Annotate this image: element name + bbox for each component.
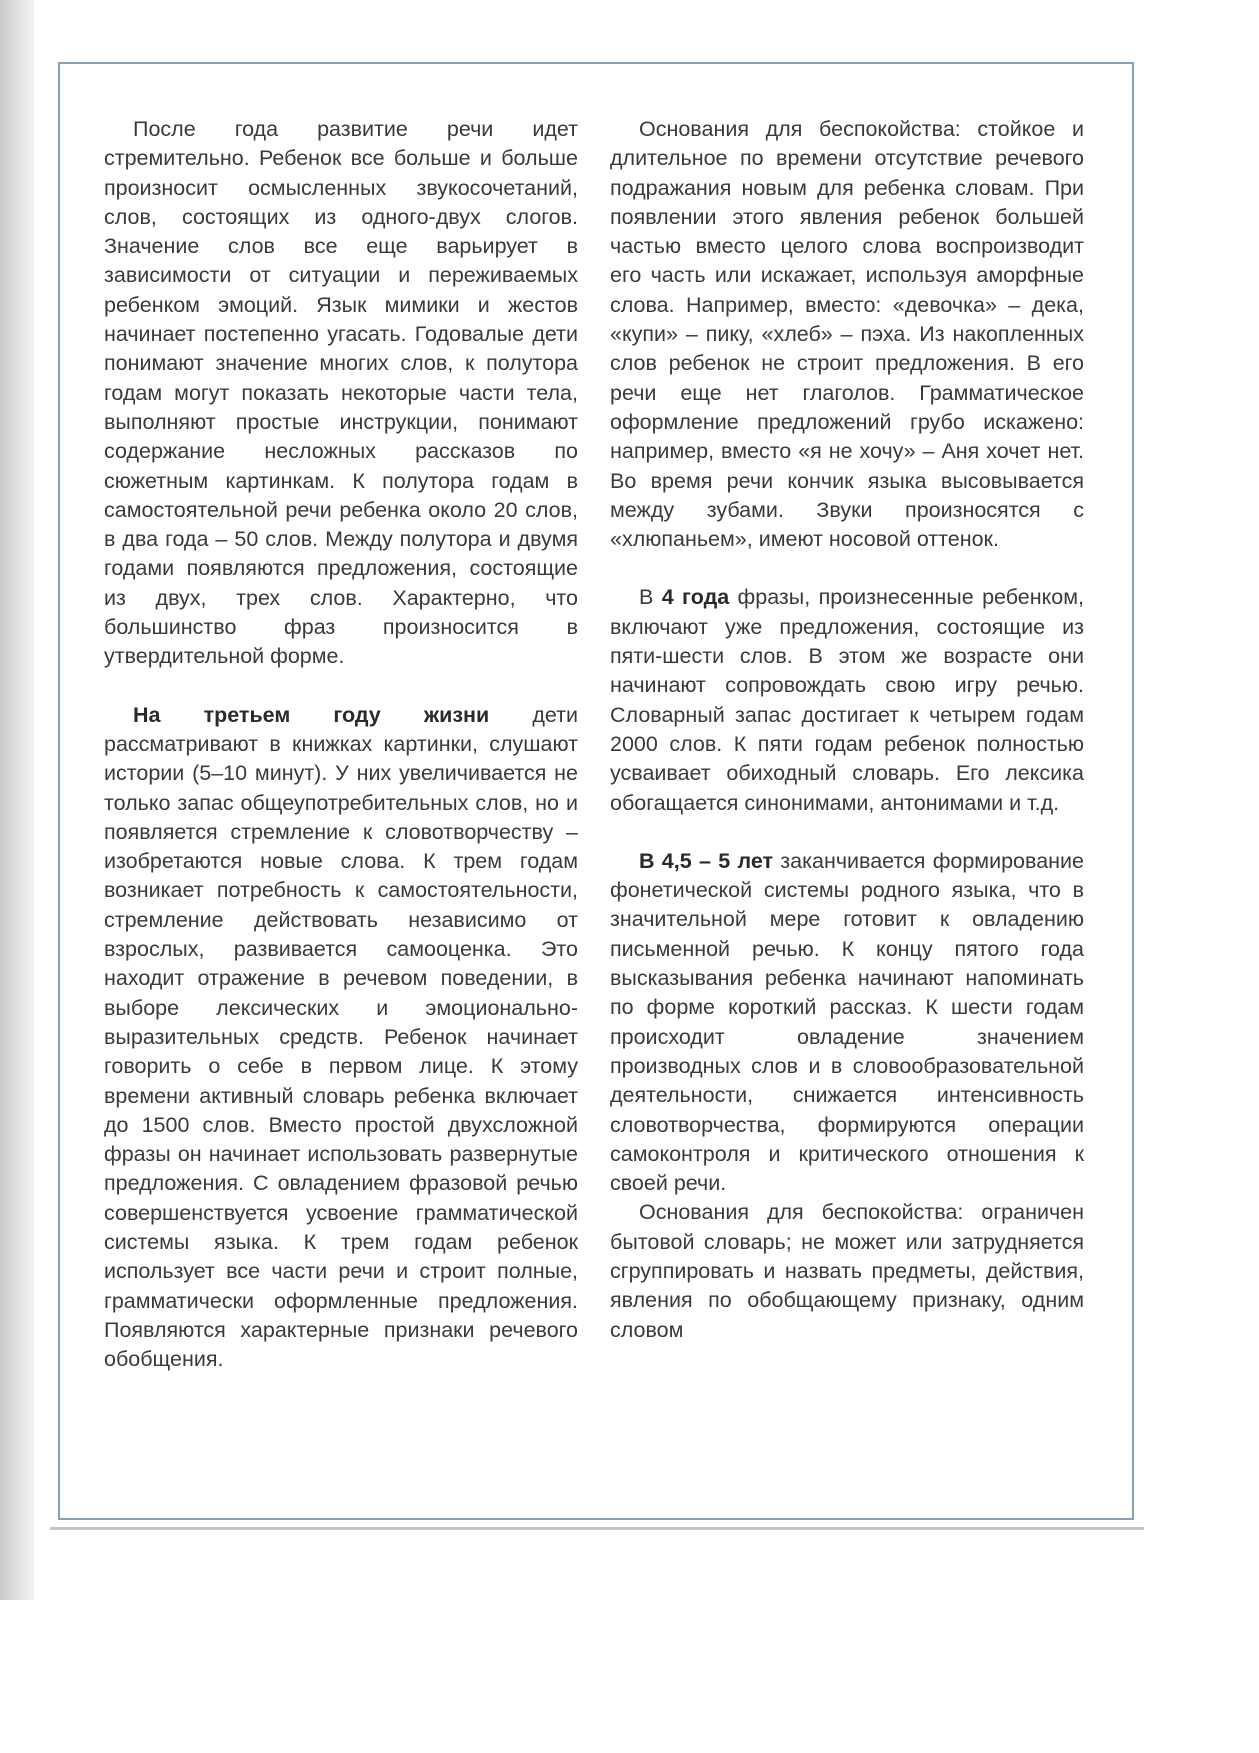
four-years-heading: 4 года	[661, 585, 730, 610]
paragraph-four-years	[610, 583, 1084, 817]
paragraph-concerns-later: Основания для беспокойства: ограничен бытовой словарь; не может или затрудняется сгруппировать и назвать предметы, действия, явления по обобщающему признаку, одним словом	[610, 1200, 1084, 1342]
paragraph-third-year	[104, 701, 578, 1375]
paragraph-after-one-year: После года развитие речи идет стремительно. Ребенок все больше и больше произносит осмысленных звукосочетаний, слов, состоящих из одного-двух слогов. Значение слов все еще варьирует в зависимости от ситуации и переживаемых ребенком эмоций. Язык мимики и жестов начинает постепенно угасать. Годовалые дети понимают значение многих слов, к полутора годам могут показать некоторые части тела, выполняют простые инструкции, понимают содержание несложных рассказов по сюжетным картинкам. К полутора годам в самостоятельной речи ребенка около 20 слов, в два года – 50 слов. Между полутора и двумя годами появляются предложения, состоящие из двух, трех слов. Характерно, что большинство фраз произносится в утвердительной форме.	[104, 117, 578, 669]
paragraph-four-five-years	[610, 847, 1084, 1199]
four-five-years-text: заканчивается формирование фонетической системы родного языка, что в значительной мере готовит к овладению письменной речью. К концу пятого года высказывания ребенка начинают напоминать по форме короткий рассказ. К шести годам происходит овладение значением производных слов и в словообразовательной деятельности, снижается интенсивность словотворчества, формируются операции самоконтроля и критического отношения к своей речи.	[610, 848, 1084, 1196]
left-column	[104, 115, 578, 1374]
four-five-years-heading: В 4,5 – 5 лет	[639, 848, 774, 873]
scan-edge-shadow	[0, 0, 34, 1600]
four-years-text: фразы, произнесенные ребенком, включают уже предложения, состоящие из пяти-шести слов. В этом же возрасте они начинают сопровождать свою игру речью. Словарный запас достигает к четырем годам 2000 слов. К пяти годам ребенок полностью усваивает обиходный словарь. Его лексика обогащается синонимами, антонимами и т.д.	[610, 585, 1084, 815]
paragraph-concerns-early: Основания для беспокойства: стойкое и длительное по времени отсутствие речевого подражания новым для ребенка словам. При появлении этого явления ребенок большей частью вместо целого слова воспроизводит его часть или искажает, используя аморфные слова. Например, вместо: «девочка» – дека, «купи» – пику, «хлеб» – пэха. Из накопленных слов ребенок не строит предложения. В его речи еще нет глаголов. Грамматическое оформление предложений грубо искажено: например, вместо «я не хочу» – Аня хочет нет. Во время речи кончик языка высовывается между зубами. Звуки произносятся с «хлюпаньем», имеют носовой оттенок.	[610, 117, 1084, 552]
third-year-heading: На третьем году жизни	[133, 702, 490, 727]
third-year-text: дети рассматривают в книжках картинки, слушают истории (5–10 минут). У них увеличивается не только запас общеупотребительных слов, но и появляется стремление к словотворчеству – изобретаются новые слова. К трем годам возникает потребность к самостоятельности, стремление действовать независимо от взрослых, развивается самооценка. Это находит отражение в речевом поведении, в выборе лексических и эмоционально-выразительных средств. Ребенок начинает говорить о себе в первом лице. К этому времени активный словарь ребенка включает до 1500 слов. Вместо простой двухсложной фразы он начинает использовать развернутые предложения. С овладением фразовой речью совершенствуется усвоение грамматической системы языка. К трем годам ребенок использует все части речи и строит полные, грамматически оформленные предложения. Появляются характерные признаки речевого обобщения.	[104, 702, 578, 1372]
four-years-prefix: В	[639, 585, 662, 610]
right-column	[610, 115, 1084, 1345]
